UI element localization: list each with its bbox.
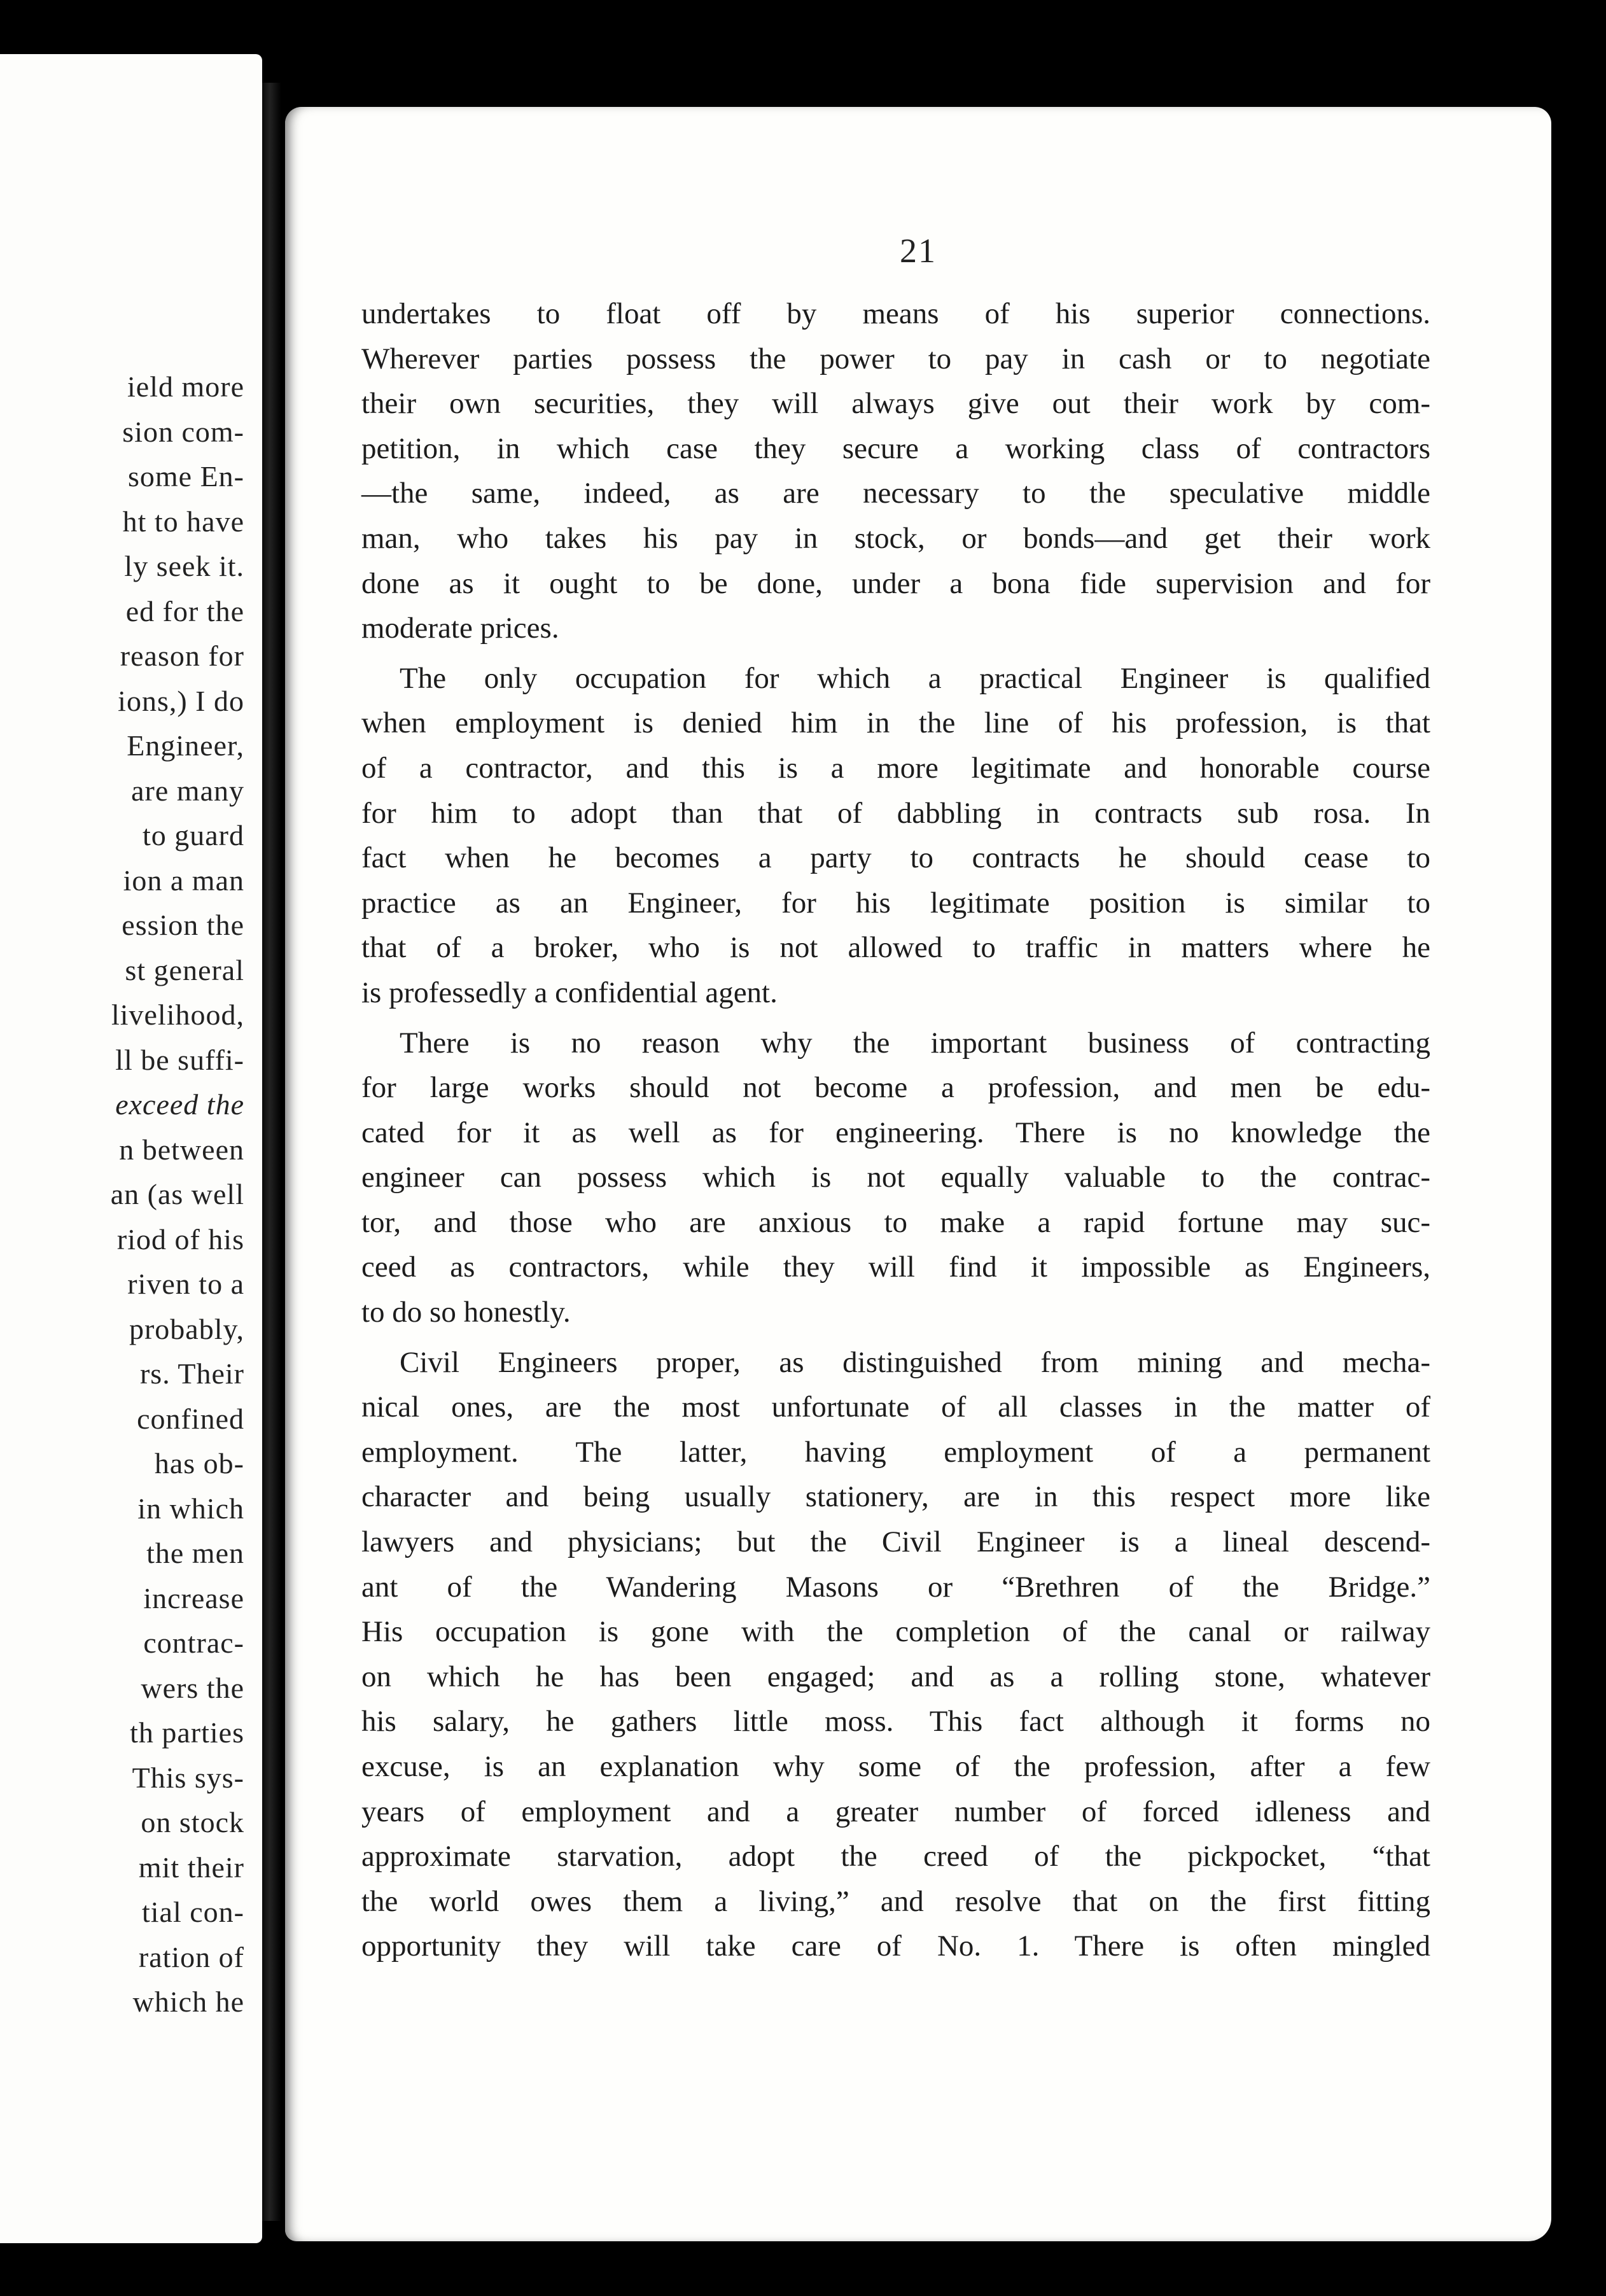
text-line: Civil Engineers proper, as distinguished from mining and mecha- bbox=[400, 1345, 1430, 1379]
text-line: their own securities, they will always give out their work by com- bbox=[361, 387, 1430, 421]
facing-line: sion com- bbox=[122, 415, 244, 448]
facing-line: ll be suffi- bbox=[115, 1043, 244, 1076]
facing-line: exceed the bbox=[115, 1088, 244, 1121]
text-line: fact when he becomes a party to contracts he should cease to bbox=[361, 841, 1430, 875]
facing-line: th parties bbox=[130, 1716, 244, 1749]
facing-line: on stock bbox=[141, 1806, 244, 1838]
text-line: practice as an Engineer, for his legitimate position is similar to bbox=[361, 886, 1430, 920]
text-line: lawyers and physicians; but the Civil Engineer is a lineal descend- bbox=[361, 1525, 1430, 1559]
text-line: of a contractor, and this is a more legitimate and honorable course bbox=[361, 751, 1430, 785]
text-line: man, who takes his pay in stock, or bonds—and get their work bbox=[361, 521, 1430, 555]
text-line: ceed as contractors, while they will find it impossible as Engineers, bbox=[361, 1250, 1430, 1284]
facing-line: n between bbox=[119, 1133, 244, 1166]
text-line: —the same, indeed, as are necessary to the speculative middle bbox=[361, 477, 1430, 510]
facing-line: ed for the bbox=[125, 594, 244, 627]
facing-line: ration of bbox=[138, 1940, 244, 1973]
facing-line: ly seek it. bbox=[124, 550, 244, 582]
facing-page-text bbox=[0, 365, 244, 2025]
body-text bbox=[361, 291, 1430, 1969]
facing-line: some En- bbox=[127, 460, 244, 493]
facing-line: livelihood, bbox=[111, 998, 244, 1031]
text-line: to do so honestly. bbox=[361, 1296, 571, 1329]
text-line: ant of the Wandering Masons or “Brethren of the Bridge.” bbox=[361, 1570, 1430, 1604]
text-line: his salary, he gathers little moss. This fact although it forms no bbox=[361, 1705, 1430, 1739]
text-line: opportunity they will take care of No. 1. There is often mingled bbox=[361, 1929, 1430, 1963]
text-line: excuse, is an explanation why some of the profession, after a few bbox=[361, 1750, 1430, 1783]
facing-line: st general bbox=[125, 953, 244, 986]
facing-line: This sys- bbox=[132, 1761, 244, 1794]
facing-line: are many bbox=[131, 774, 244, 807]
facing-line: ield more bbox=[127, 370, 244, 403]
text-line: approximate starvation, adopt the creed of the pickpocket, “that bbox=[361, 1840, 1430, 1873]
facing-line: increase bbox=[143, 1581, 244, 1614]
paragraph bbox=[361, 656, 1430, 1016]
facing-line: tial con- bbox=[142, 1896, 244, 1928]
text-line: tor, and those who are anxious to make a rapid fortune may suc- bbox=[361, 1205, 1430, 1239]
text-line: that of a broker, who is not allowed to traffic in matters where he bbox=[361, 931, 1430, 965]
book-gutter bbox=[262, 83, 281, 2221]
facing-line: to guard bbox=[142, 819, 244, 851]
facing-line: ions,) I do bbox=[118, 684, 244, 717]
text-line: His occupation is gone with the completion of the canal or railway bbox=[361, 1615, 1430, 1649]
facing-line: Engineer, bbox=[127, 729, 244, 762]
facing-line: ht to have bbox=[122, 505, 244, 538]
facing-line: contrac- bbox=[143, 1627, 244, 1659]
text-line: petition, in which case they secure a working class of contractors bbox=[361, 431, 1430, 465]
text-line: done as it ought to be done, under a bona fide supervision and for bbox=[361, 566, 1430, 600]
text-line: undertakes to float off by means of his superior connections. bbox=[361, 297, 1430, 330]
text-line: There is no reason why the important business of contracting bbox=[400, 1026, 1430, 1060]
text-line: is professedly a confidential agent. bbox=[361, 976, 778, 1009]
facing-line: ion a man bbox=[123, 864, 244, 897]
facing-line: an (as well bbox=[110, 1178, 244, 1210]
paragraph bbox=[361, 1021, 1430, 1335]
text-line: for large works should not become a profession, and men be edu- bbox=[361, 1071, 1430, 1105]
paragraph bbox=[361, 291, 1430, 651]
text-line: moderate prices. bbox=[361, 612, 559, 645]
text-line: The only occupation for which a practical Engineer is qualified bbox=[400, 661, 1430, 695]
facing-page bbox=[0, 54, 262, 2243]
text-line: cated for it as well as for engineering. There is no knowledge the bbox=[361, 1116, 1430, 1149]
text-line: engineer can possess which is not equally valuable to the contrac- bbox=[361, 1161, 1430, 1194]
facing-line: the men bbox=[146, 1537, 244, 1569]
facing-line: riod of his bbox=[116, 1222, 244, 1256]
text-line: character and being usually stationery, are in this respect more like bbox=[361, 1480, 1430, 1514]
paragraph bbox=[361, 1340, 1430, 1969]
text-line: employment. The latter, having employment of a permanent bbox=[361, 1435, 1430, 1469]
facing-line: mit their bbox=[138, 1851, 244, 1884]
main-page bbox=[285, 107, 1551, 2241]
facing-line: reason for bbox=[120, 640, 244, 672]
text-line: the world owes them a living,” and resolve that on the first fitting bbox=[361, 1884, 1430, 1918]
text-line: for him to adopt than that of dabbling in contracts sub rosa. In bbox=[361, 796, 1430, 830]
text-line: nical ones, are the most unfortunate of all classes in the matter of bbox=[361, 1390, 1430, 1424]
facing-line: ession the bbox=[122, 909, 244, 941]
text-line: on which he has been engaged; and as a rolling stone, whatever bbox=[361, 1660, 1430, 1693]
text-line: when employment is denied him in the line of his profession, is that bbox=[361, 706, 1430, 740]
facing-line: confined bbox=[137, 1402, 244, 1435]
facing-line: probably, bbox=[129, 1312, 244, 1345]
facing-line: which he bbox=[132, 1985, 244, 2018]
facing-line: riven to a bbox=[127, 1268, 244, 1300]
facing-line: rs. Their bbox=[139, 1357, 244, 1390]
facing-line: has ob- bbox=[154, 1447, 244, 1480]
facing-line: wers the bbox=[141, 1671, 244, 1704]
page-number: 21 bbox=[900, 232, 937, 270]
text-line: years of employment and a greater number of forced idleness and bbox=[361, 1795, 1430, 1828]
text-line: Wherever parties possess the power to pay in cash or to negotiate bbox=[361, 342, 1430, 375]
facing-line: in which bbox=[137, 1492, 244, 1525]
